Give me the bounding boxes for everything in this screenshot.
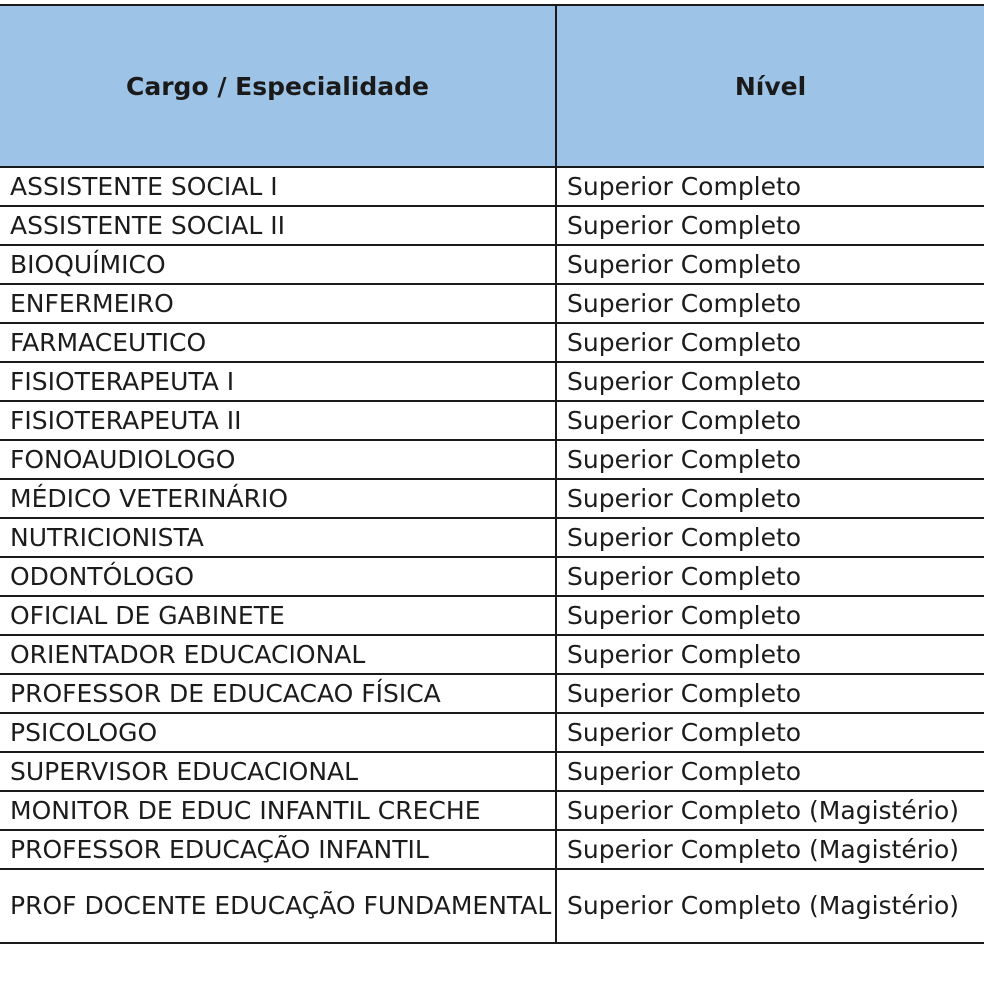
nivel-cell: Superior Completo (556, 557, 984, 596)
cargo-cell: PROFESSOR DE EDUCACAO FÍSICA (0, 674, 556, 713)
nivel-cell: Superior Completo (556, 401, 984, 440)
cargo-cell: FISIOTERAPEUTA I (0, 362, 556, 401)
cargo-cell: FONOAUDIOLOGO (0, 440, 556, 479)
cargo-cell: NUTRICIONISTA (0, 518, 556, 557)
table-row (0, 830, 984, 869)
table-row (0, 713, 984, 752)
table-row (0, 596, 984, 635)
cargo-nivel-table (0, 4, 984, 944)
table-row (0, 284, 984, 323)
cargo-cell: ENFERMEIRO (0, 284, 556, 323)
cargo-cell: MÉDICO VETERINÁRIO (0, 479, 556, 518)
nivel-cell: Superior Completo (556, 440, 984, 479)
table-row (0, 362, 984, 401)
table-row (0, 791, 984, 830)
cargo-cell: FISIOTERAPEUTA II (0, 401, 556, 440)
cargo-cell: MONITOR DE EDUC INFANTIL CRECHE (0, 791, 556, 830)
nivel-cell: Superior Completo (556, 635, 984, 674)
table-row (0, 869, 984, 943)
table-row (0, 167, 984, 206)
nivel-cell: Superior Completo (Magistério) (556, 869, 984, 943)
table-row (0, 479, 984, 518)
cargo-cell: ODONTÓLOGO (0, 557, 556, 596)
nivel-cell: Superior Completo (556, 245, 984, 284)
cargo-cell: OFICIAL DE GABINETE (0, 596, 556, 635)
table-row (0, 323, 984, 362)
cargo-cell: SUPERVISOR EDUCACIONAL (0, 752, 556, 791)
cargo-cell: ORIENTADOR EDUCACIONAL (0, 635, 556, 674)
nivel-cell: Superior Completo (Magistério) (556, 830, 984, 869)
table-row (0, 401, 984, 440)
nivel-cell: Superior Completo (Magistério) (556, 791, 984, 830)
nivel-cell: Superior Completo (556, 284, 984, 323)
nivel-cell: Superior Completo (556, 323, 984, 362)
cargo-cell: ASSISTENTE SOCIAL II (0, 206, 556, 245)
table-row (0, 245, 984, 284)
table-row (0, 674, 984, 713)
table-row (0, 557, 984, 596)
nivel-cell: Superior Completo (556, 752, 984, 791)
nivel-cell: Superior Completo (556, 518, 984, 557)
table-row (0, 518, 984, 557)
nivel-cell: Superior Completo (556, 167, 984, 206)
nivel-cell: Superior Completo (556, 674, 984, 713)
nivel-cell: Superior Completo (556, 596, 984, 635)
table-row (0, 206, 984, 245)
cargo-cell: ASSISTENTE SOCIAL I (0, 167, 556, 206)
cargo-cell: PROF DOCENTE EDUCAÇÃO FUNDAMENTAL (0, 869, 556, 943)
nivel-cell: Superior Completo (556, 362, 984, 401)
header-cargo: Cargo / Especialidade (0, 5, 556, 167)
cargo-cell: PROFESSOR EDUCAÇÃO INFANTIL (0, 830, 556, 869)
header-nivel: Nível (556, 5, 984, 167)
nivel-cell: Superior Completo (556, 713, 984, 752)
table-header-row (0, 5, 984, 167)
table-row (0, 635, 984, 674)
cargo-cell: PSICOLOGO (0, 713, 556, 752)
nivel-cell: Superior Completo (556, 479, 984, 518)
table-row (0, 752, 984, 791)
cargo-nivel-table-container (0, 4, 984, 944)
cargo-cell: FARMACEUTICO (0, 323, 556, 362)
cargo-cell: BIOQUÍMICO (0, 245, 556, 284)
table-row (0, 440, 984, 479)
nivel-cell: Superior Completo (556, 206, 984, 245)
